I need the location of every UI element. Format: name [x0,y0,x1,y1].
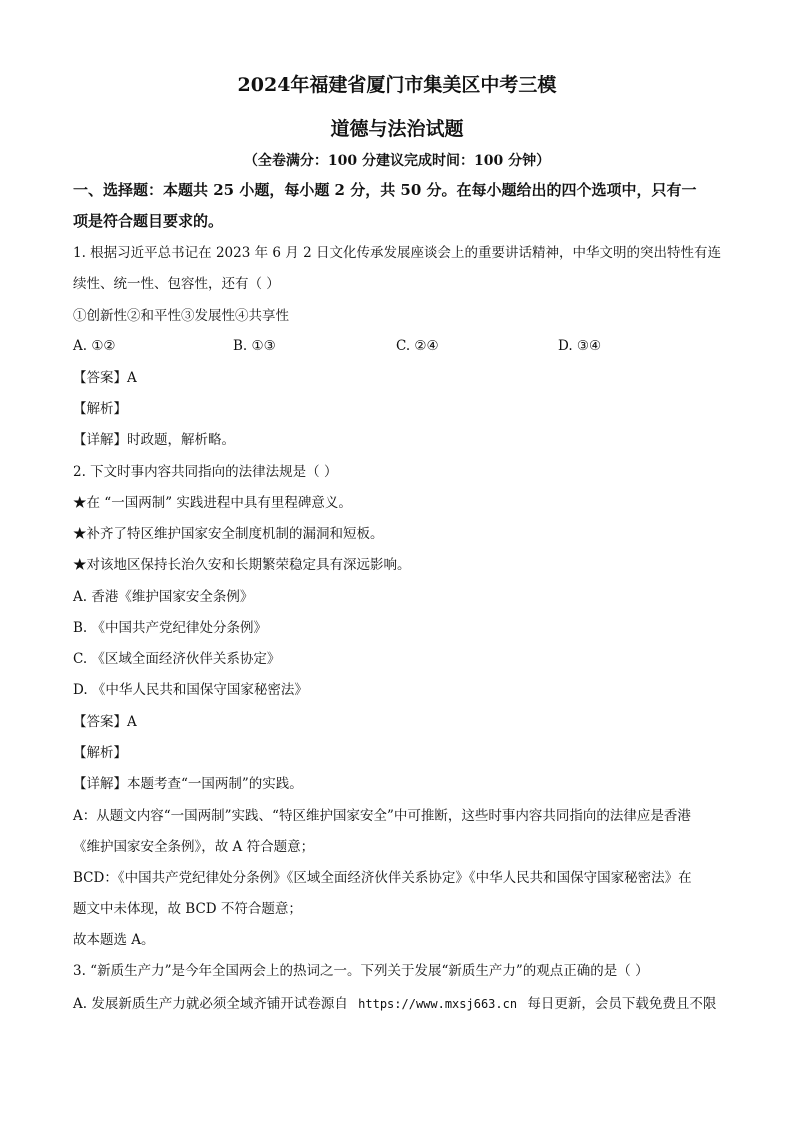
q1-stem-line1: 1. 根据习近平总书记在 2023 年 6 月 2 日文化传承发展座谈会上的重要讲话精神，中华文明的突出特性有连 [73,245,721,261]
exam-title: 2024年福建省厦门市集美区中考三模 [237,74,557,96]
q3-option-a-start: A. 发展新质生产力就必须全域齐铺开试卷源自 [73,996,348,1012]
q2-detail: 【详解】本题考查“一国两制”的实践。 [73,776,303,792]
exam-note: （全卷满分：100 分建议完成时间：100 分钟） [243,153,551,169]
q1-answer: 【答案】A [73,370,137,386]
exam-subject: 道德与法治试题 [330,118,464,140]
q1-stem-line2: 续性、统一性、包容性，还有（ ） [73,276,280,292]
q1-detail: 【详解】时政题，解析略。 [73,432,235,448]
q1-analysis: 【解析】 [73,401,127,417]
q2-stem: 2. 下文时事内容共同指向的法律法规是（ ） [73,464,338,480]
q1-option-a: A. ①② [73,338,116,354]
q2-bcd-line1: BCD：《中国共产党纪律处分条例》《区域全面经济伙伴关系协定》《中华人民共和国保守国家秘密法》在 [73,870,692,886]
q3-option-a-watermark [73,992,716,1012]
q2-analysis: 【解析】 [73,745,127,761]
q2-option-a: A. 香港《维护国家安全条例》 [73,589,254,605]
section-heading-line2: 项是符合题目要求的。 [73,212,224,230]
q1-option-d: D. ③④ [558,338,602,354]
q1-option-b: B. ①③ [233,338,276,354]
watermark-tail: 每日更新，会员下载免费且不限 [527,996,717,1012]
q1-option-c: C. ②④ [396,338,439,354]
q2-a-line2: 《维护国家安全条例》，故 A 符合题意； [73,839,315,855]
q2-answer: 【答案】A [73,714,137,730]
q2-a-line1: A：从题文内容“一国两制”实践、“特区维护国家安全”中可推断，这些时事内容共同指向的法律应是香港 [73,808,691,824]
q2-conclusion: 故本题选 A。 [73,932,155,948]
q1-items: ①创新性②和平性③发展性④共享性 [73,308,289,324]
section-heading-line1: 一、选择题：本题共 25 小题，每小题 2 分，共 50 分。在每小题给出的四个选项中，只有一 [73,181,697,199]
q3-stem: 3. “新质生产力”是今年全国两会上的热词之一。下列关于发展“新质生产力”的观点正确的是（ ） [73,963,649,979]
watermark-url: https://www.mxsj663.cn [358,997,518,1011]
q2-bcd-line2: 题文中未体现，故 BCD 不符合题意； [73,901,302,917]
q2-option-d: D. 《中华人民共和国保守国家秘密法》 [73,682,308,698]
q2-option-c: C. 《区域全面经济伙伴关系协定》 [73,651,281,667]
q2-option-b: B. 《中国共产党纪律处分条例》 [73,620,268,636]
q2-bullet-3: ★对该地区保持长治久安和长期繁荣稳定具有深远影响。 [73,557,411,573]
q2-bullet-1: ★在 “一国两制” 实践进程中具有里程碑意义。 [73,495,352,511]
q2-bullet-2: ★补齐了特区维护国家安全制度机制的漏洞和短板。 [73,526,384,542]
